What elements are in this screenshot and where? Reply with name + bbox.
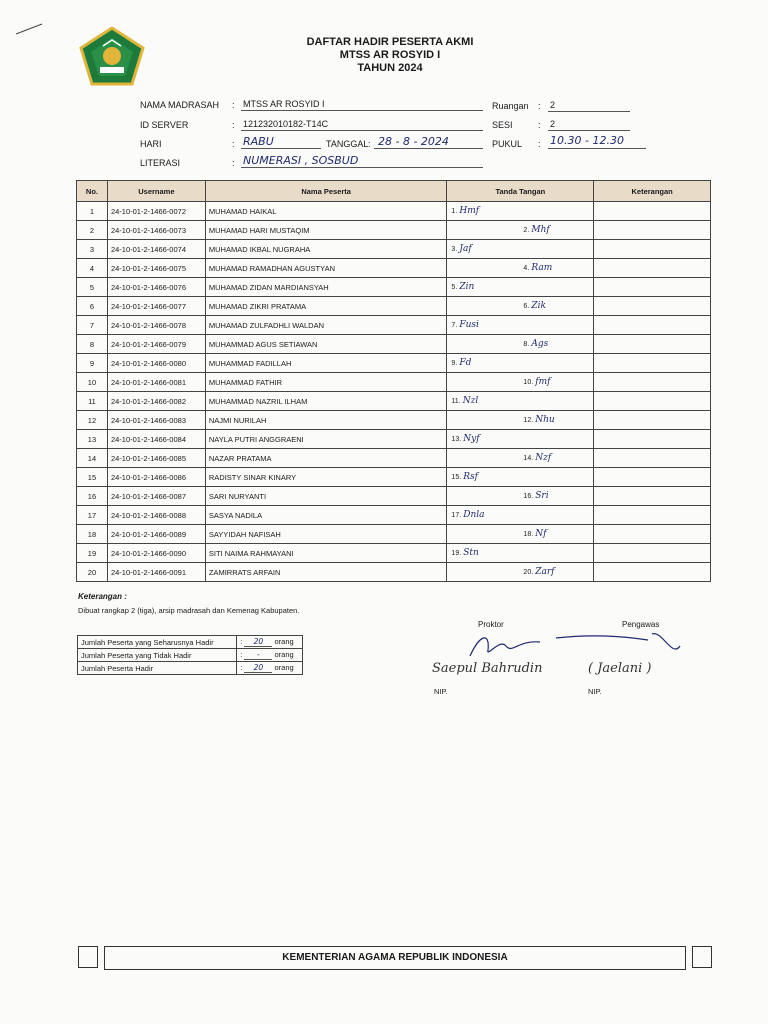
cell-username: 24-10-01-2-1466-0091 bbox=[107, 563, 205, 582]
keterangan-title: Keterangan : bbox=[78, 592, 127, 601]
colon: : bbox=[240, 663, 243, 672]
signature-mark: fmf bbox=[535, 377, 551, 387]
sesi-value: 2 bbox=[550, 119, 556, 129]
cell-nama-peserta: MUHAMAD ZIKRI PRATAMA bbox=[205, 297, 447, 316]
table-row bbox=[77, 297, 711, 316]
cell-nama-peserta: MUHAMMAD AGUS SETIAWAN bbox=[205, 335, 447, 354]
cell-username: 24-10-01-2-1466-0079 bbox=[107, 335, 205, 354]
summary-row bbox=[78, 662, 303, 675]
proktor-signature-icon bbox=[460, 628, 550, 662]
signature-number: 13. bbox=[451, 436, 462, 443]
summary-value: - bbox=[244, 650, 272, 660]
cell-nama-peserta: MUHAMAD ZIDAN MARDIANSYAH bbox=[205, 278, 447, 297]
cell-username: 24-10-01-2-1466-0080 bbox=[107, 354, 205, 373]
kemenag-logo-icon bbox=[79, 26, 145, 86]
literasi-label: LITERASI bbox=[140, 158, 181, 168]
signature-mark: Jaf bbox=[459, 244, 472, 254]
cell-keterangan bbox=[594, 316, 711, 335]
table-header-row bbox=[77, 181, 711, 202]
cell-tanda-tangan bbox=[447, 525, 594, 544]
summary-unit: orang bbox=[274, 637, 294, 646]
signature-number: 11. bbox=[451, 398, 461, 405]
signature-number: 15. bbox=[451, 474, 462, 481]
cell-nama-peserta: SAYYIDAH NAFISAH bbox=[205, 525, 447, 544]
cell-keterangan bbox=[594, 544, 711, 563]
table-row bbox=[77, 221, 711, 240]
cell-keterangan bbox=[594, 259, 711, 278]
table-row bbox=[77, 544, 711, 563]
cell-username: 24-10-01-2-1466-0087 bbox=[107, 487, 205, 506]
colon: : bbox=[232, 139, 235, 149]
table-row bbox=[77, 373, 711, 392]
underline bbox=[241, 167, 483, 168]
underline bbox=[241, 130, 483, 131]
cell-no: 19 bbox=[77, 544, 108, 563]
cell-no: 13 bbox=[77, 430, 108, 449]
signature-mark: Zarf bbox=[535, 567, 555, 577]
cell-no: 8 bbox=[77, 335, 108, 354]
cell-nama-peserta: NAZAR PRATAMA bbox=[205, 449, 447, 468]
signature-number: 14. bbox=[523, 455, 534, 462]
cell-no: 6 bbox=[77, 297, 108, 316]
cell-tanda-tangan bbox=[447, 468, 594, 487]
signature-number: 3. bbox=[451, 246, 458, 253]
tanggal-label: TANGGAL bbox=[326, 139, 369, 149]
signature-number: 12. bbox=[523, 417, 534, 424]
cell-nama-peserta: MUHAMAD RAMADHAN AGUSTYAN bbox=[205, 259, 447, 278]
cell-tanda-tangan bbox=[447, 392, 594, 411]
cell-username: 24-10-01-2-1466-0088 bbox=[107, 506, 205, 525]
cell-nama-peserta: MUHAMMAD FADILLAH bbox=[205, 354, 447, 373]
literasi-value: NUMERASI , SOSBUD bbox=[243, 154, 359, 167]
cell-tanda-tangan bbox=[447, 278, 594, 297]
signature-mark: Nzl bbox=[462, 396, 479, 406]
cell-tanda-tangan bbox=[447, 506, 594, 525]
hari-value: RABU bbox=[243, 135, 274, 148]
cell-username: 24-10-01-2-1466-0077 bbox=[107, 297, 205, 316]
signature-number: 16. bbox=[523, 493, 534, 500]
cell-tanda-tangan bbox=[447, 449, 594, 468]
pengawas-name: ( Jaelani ) bbox=[588, 661, 652, 676]
cell-username: 24-10-01-2-1466-0082 bbox=[107, 392, 205, 411]
table-row bbox=[77, 468, 711, 487]
cell-nama-peserta: SITI NAIMA RAHMAYANI bbox=[205, 544, 447, 563]
title-line-2: MTSS AR ROSYID I bbox=[339, 49, 441, 61]
cell-nama-peserta: MUHAMAD HARI MUSTAQIM bbox=[205, 221, 447, 240]
cell-no: 2 bbox=[77, 221, 108, 240]
underline bbox=[374, 148, 483, 149]
cell-tanda-tangan bbox=[447, 563, 594, 582]
table-row bbox=[77, 278, 711, 297]
cell-tanda-tangan bbox=[447, 221, 594, 240]
cell-keterangan bbox=[594, 297, 711, 316]
cell-tanda-tangan bbox=[447, 373, 594, 392]
colon: : bbox=[240, 637, 243, 646]
nama-madrasah-value: MTSS AR ROSYID I bbox=[243, 99, 325, 109]
signature-mark: Hmf bbox=[459, 206, 480, 216]
colon: : bbox=[538, 139, 541, 149]
id-server-value: 121232010182-T14C bbox=[243, 119, 329, 129]
keterangan-text: Dibuat rangkap 2 (tiga), arsip madrasah dan Kemenag Kabupaten. bbox=[78, 606, 300, 615]
signature-number: 17. bbox=[451, 512, 462, 519]
colon: : bbox=[232, 158, 235, 168]
colon: : bbox=[538, 120, 541, 130]
cell-keterangan bbox=[594, 411, 711, 430]
signature-mark: Nzf bbox=[535, 453, 552, 463]
signature-number: 4. bbox=[523, 265, 530, 272]
hari-label: HARI bbox=[140, 139, 162, 149]
cell-username: 24-10-01-2-1466-0075 bbox=[107, 259, 205, 278]
cell-username: 24-10-01-2-1466-0090 bbox=[107, 544, 205, 563]
summary-value: 20 bbox=[244, 637, 272, 647]
signature-number: 10. bbox=[523, 379, 534, 386]
table-row bbox=[77, 525, 711, 544]
attendance-table bbox=[76, 180, 711, 582]
title-line-1: DAFTAR HADIR PESERTA AKMI bbox=[306, 36, 474, 48]
cell-username: 24-10-01-2-1466-0085 bbox=[107, 449, 205, 468]
cell-no: 9 bbox=[77, 354, 108, 373]
underline bbox=[241, 148, 321, 149]
cell-username: 24-10-01-2-1466-0083 bbox=[107, 411, 205, 430]
signature-number: 5. bbox=[451, 284, 458, 291]
cell-no: 14 bbox=[77, 449, 108, 468]
col-header-nama-peserta: Nama Peserta bbox=[205, 181, 447, 202]
underline bbox=[241, 110, 483, 111]
cell-no: 7 bbox=[77, 316, 108, 335]
summary-unit: orang bbox=[274, 663, 294, 672]
summary-label: Jumlah Peserta yang Tidak Hadir bbox=[78, 649, 237, 662]
cell-keterangan bbox=[594, 468, 711, 487]
cell-username: 24-10-01-2-1466-0076 bbox=[107, 278, 205, 297]
cell-no: 11 bbox=[77, 392, 108, 411]
cell-no: 16 bbox=[77, 487, 108, 506]
signature-mark: Zik bbox=[531, 301, 546, 311]
cell-keterangan bbox=[594, 525, 711, 544]
summary-label: Jumlah Peserta yang Seharusnya Hadir bbox=[78, 636, 237, 649]
cell-nama-peserta: ZAMIRRATS ARFAIN bbox=[205, 563, 447, 582]
signature-number: 20. bbox=[523, 569, 534, 576]
sesi-label: SESI bbox=[492, 120, 513, 130]
cell-username: 24-10-01-2-1466-0078 bbox=[107, 316, 205, 335]
signature-number: 18. bbox=[523, 531, 534, 538]
cell-tanda-tangan bbox=[447, 487, 594, 506]
cell-keterangan bbox=[594, 335, 711, 354]
cell-nama-peserta: SARI NURYANTI bbox=[205, 487, 447, 506]
proktor-name: Saepul Bahrudin bbox=[432, 661, 543, 676]
table-row bbox=[77, 449, 711, 468]
ruangan-label: Ruangan bbox=[492, 101, 529, 111]
cell-tanda-tangan bbox=[447, 430, 594, 449]
cell-nama-peserta: NAJMI NURILAH bbox=[205, 411, 447, 430]
cell-username: 24-10-01-2-1466-0072 bbox=[107, 202, 205, 221]
pengawas-nip-label: NIP. bbox=[588, 687, 602, 696]
cell-keterangan bbox=[594, 240, 711, 259]
table-row bbox=[77, 316, 711, 335]
footer-right-box bbox=[692, 946, 712, 968]
cell-no: 10 bbox=[77, 373, 108, 392]
cell-tanda-tangan bbox=[447, 259, 594, 278]
underline bbox=[548, 111, 630, 112]
cell-no: 20 bbox=[77, 563, 108, 582]
signature-mark: Nhu bbox=[535, 415, 555, 425]
signature-mark: Ags bbox=[531, 339, 549, 349]
cell-keterangan bbox=[594, 278, 711, 297]
cell-tanda-tangan bbox=[447, 411, 594, 430]
col-header-tanda-tangan: Tanda Tangan bbox=[447, 181, 594, 202]
colon: : bbox=[232, 120, 235, 130]
cell-tanda-tangan bbox=[447, 202, 594, 221]
cell-tanda-tangan bbox=[447, 544, 594, 563]
cell-keterangan bbox=[594, 392, 711, 411]
col-header-keterangan: Keterangan bbox=[594, 181, 711, 202]
proktor-nip-label: NIP. bbox=[434, 687, 448, 696]
summary-value-cell bbox=[237, 636, 303, 649]
cell-no: 5 bbox=[77, 278, 108, 297]
signature-mark: Zin bbox=[459, 282, 475, 292]
cell-username: 24-10-01-2-1466-0086 bbox=[107, 468, 205, 487]
footer-left-box bbox=[78, 946, 98, 968]
cell-no: 1 bbox=[77, 202, 108, 221]
table-row bbox=[77, 335, 711, 354]
underline bbox=[548, 130, 630, 131]
title-line-3: TAHUN 2024 bbox=[357, 62, 423, 74]
signature-mark: Ram bbox=[531, 263, 553, 273]
cell-nama-peserta: NAYLA PUTRI ANGGRAENI bbox=[205, 430, 447, 449]
signature-mark: Sri bbox=[535, 491, 549, 501]
summary-value: 20 bbox=[244, 663, 272, 673]
pen-stroke-mark bbox=[14, 22, 44, 36]
cell-no: 12 bbox=[77, 411, 108, 430]
footer-bar: KEMENTERIAN AGAMA REPUBLIK INDONESIA bbox=[104, 946, 686, 970]
cell-keterangan bbox=[594, 430, 711, 449]
signature-mark: Nyf bbox=[463, 434, 480, 444]
pukul-value: 10.30 - 12.30 bbox=[550, 134, 624, 147]
colon: : bbox=[368, 139, 371, 149]
pengawas-label: Pengawas bbox=[622, 620, 660, 629]
cell-username: 24-10-01-2-1466-0074 bbox=[107, 240, 205, 259]
cell-tanda-tangan bbox=[447, 335, 594, 354]
cell-nama-peserta: MUHAMMAD FATHIR bbox=[205, 373, 447, 392]
signature-mark: Mhf bbox=[531, 225, 550, 235]
cell-keterangan bbox=[594, 221, 711, 240]
cell-no: 3 bbox=[77, 240, 108, 259]
cell-keterangan bbox=[594, 354, 711, 373]
summary-value-cell bbox=[237, 662, 303, 675]
signature-number: 19. bbox=[451, 550, 462, 557]
cell-username: 24-10-01-2-1466-0089 bbox=[107, 525, 205, 544]
cell-nama-peserta: RADISTY SINAR KINARY bbox=[205, 468, 447, 487]
summary-row bbox=[78, 636, 303, 649]
cell-tanda-tangan bbox=[447, 297, 594, 316]
pengawas-signature-icon bbox=[552, 628, 692, 662]
cell-no: 18 bbox=[77, 525, 108, 544]
table-row bbox=[77, 411, 711, 430]
cell-nama-peserta: MUHAMAD IKBAL NUGRAHA bbox=[205, 240, 447, 259]
cell-keterangan bbox=[594, 373, 711, 392]
col-header-no: No. bbox=[77, 181, 108, 202]
signature-mark: Fd bbox=[459, 358, 472, 368]
signature-number: 2. bbox=[523, 227, 530, 234]
col-header-username: Username bbox=[107, 181, 205, 202]
summary-label: Jumlah Peserta Hadir bbox=[78, 662, 237, 675]
signature-number: 9. bbox=[451, 360, 458, 367]
table-row bbox=[77, 392, 711, 411]
cell-nama-peserta: SASYA NADILA bbox=[205, 506, 447, 525]
document-title bbox=[240, 36, 540, 75]
table-row bbox=[77, 259, 711, 278]
signature-number: 1. bbox=[451, 208, 458, 215]
summary-unit: orang bbox=[274, 650, 294, 659]
colon: : bbox=[240, 650, 243, 659]
cell-no: 15 bbox=[77, 468, 108, 487]
attendance-table-body bbox=[77, 202, 711, 582]
signature-number: 8. bbox=[523, 341, 530, 348]
cell-tanda-tangan bbox=[447, 316, 594, 335]
table-row bbox=[77, 354, 711, 373]
signature-mark: Stn bbox=[463, 548, 479, 558]
signature-number: 6. bbox=[523, 303, 530, 310]
proktor-label: Proktor bbox=[478, 620, 504, 629]
ruangan-value: 2 bbox=[550, 100, 556, 110]
signature-mark: Fusi bbox=[459, 320, 479, 330]
table-row bbox=[77, 430, 711, 449]
table-row bbox=[77, 240, 711, 259]
signature-mark: Rsf bbox=[463, 472, 478, 482]
cell-tanda-tangan bbox=[447, 354, 594, 373]
id-server-label: ID SERVER bbox=[140, 120, 189, 130]
cell-username: 24-10-01-2-1466-0081 bbox=[107, 373, 205, 392]
nama-madrasah-label: NAMA MADRASAH bbox=[140, 100, 220, 110]
colon: : bbox=[232, 100, 235, 110]
table-row bbox=[77, 506, 711, 525]
table-row bbox=[77, 202, 711, 221]
underline bbox=[548, 148, 646, 149]
signature-mark: Nf bbox=[535, 529, 547, 539]
cell-username: 24-10-01-2-1466-0084 bbox=[107, 430, 205, 449]
cell-keterangan bbox=[594, 563, 711, 582]
cell-no: 4 bbox=[77, 259, 108, 278]
cell-keterangan bbox=[594, 449, 711, 468]
cell-no: 17 bbox=[77, 506, 108, 525]
pukul-label: PUKUL bbox=[492, 139, 523, 149]
cell-username: 24-10-01-2-1466-0073 bbox=[107, 221, 205, 240]
signature-number: 7. bbox=[451, 322, 458, 329]
cell-keterangan bbox=[594, 487, 711, 506]
cell-nama-peserta: MUHAMAD ZULFADHLI WALDAN bbox=[205, 316, 447, 335]
summary-row bbox=[78, 649, 303, 662]
table-row bbox=[77, 487, 711, 506]
table-row bbox=[77, 563, 711, 582]
cell-keterangan bbox=[594, 202, 711, 221]
cell-nama-peserta: MUHAMMAD NAZRIL ILHAM bbox=[205, 392, 447, 411]
signature-mark: Dnla bbox=[463, 510, 485, 520]
tanggal-value: 28 - 8 - 2024 bbox=[378, 135, 449, 148]
summary-table bbox=[77, 635, 303, 675]
summary-value-cell bbox=[237, 649, 303, 662]
colon: : bbox=[538, 101, 541, 111]
cell-nama-peserta: MUHAMAD HAIKAL bbox=[205, 202, 447, 221]
cell-keterangan bbox=[594, 506, 711, 525]
cell-tanda-tangan bbox=[447, 240, 594, 259]
